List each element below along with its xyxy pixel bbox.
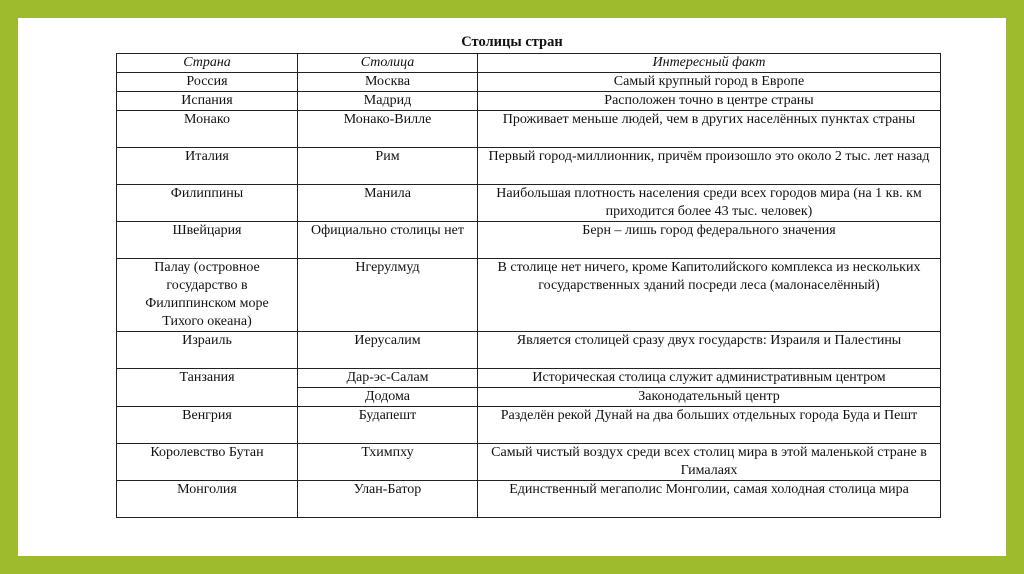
- cell-country: Израиль: [117, 332, 298, 369]
- cell-country: Танзания: [117, 369, 298, 407]
- cell-fact: Берн – лишь город федерального значения: [478, 222, 941, 259]
- cell-capital: Улан-Батор: [298, 481, 478, 518]
- cell-capital: Манила: [298, 185, 478, 222]
- cell-country: Монако: [117, 111, 298, 148]
- table-row: [117, 185, 941, 222]
- cell-country: Швейцария: [117, 222, 298, 259]
- cell-fact: Проживает меньше людей, чем в других населённых пунктах страны: [478, 111, 941, 148]
- table-row: [117, 92, 941, 111]
- cell-fact: Расположен точно в центре страны: [478, 92, 941, 111]
- table-row: [117, 332, 941, 369]
- table-row: [117, 369, 941, 388]
- cell-fact: Первый город-миллионник, причём произошло это около 2 тыс. лет назад: [478, 148, 941, 185]
- header-fact: Интересный факт: [478, 54, 941, 73]
- table-row: [117, 444, 941, 481]
- table-row: [117, 259, 941, 332]
- table-row: [117, 407, 941, 444]
- cell-capital: Тхимпху: [298, 444, 478, 481]
- cell-fact: Историческая столица служит административным центром: [478, 369, 941, 388]
- cell-country: Королевство Бутан: [117, 444, 298, 481]
- cell-capital: Иерусалим: [298, 332, 478, 369]
- cell-country: Испания: [117, 92, 298, 111]
- capitals-table: [116, 53, 941, 518]
- table-row: [117, 148, 941, 185]
- cell-capital: Москва: [298, 73, 478, 92]
- header-capital: Столица: [298, 54, 478, 73]
- cell-fact: Законодательный центр: [478, 388, 941, 407]
- cell-capital: Монако-Вилле: [298, 111, 478, 148]
- cell-capital: Нгерулмуд: [298, 259, 478, 332]
- table-title: Столицы стран: [461, 34, 563, 50]
- cell-capital: Додома: [298, 388, 478, 407]
- cell-fact: Является столицей сразу двух государств: Израиля и Палестины: [478, 332, 941, 369]
- cell-fact: Единственный мегаполис Монголии, самая холодная столица мира: [478, 481, 941, 518]
- table-row: [117, 481, 941, 518]
- cell-country: Россия: [117, 73, 298, 92]
- table-row: [117, 222, 941, 259]
- cell-capital: Дар-эс-Салам: [298, 369, 478, 388]
- header-row: [117, 54, 941, 73]
- cell-capital: Официально столицы нет: [298, 222, 478, 259]
- cell-fact: В столице нет ничего, кроме Капитолийского комплекса из нескольких государственных зданий посреди леса (малонаселённый): [478, 259, 941, 332]
- table-row: [117, 111, 941, 148]
- cell-capital: Будапешт: [298, 407, 478, 444]
- cell-country: Палау (островное государство в Филиппинском море Тихого океана): [117, 259, 298, 332]
- cell-country: Монголия: [117, 481, 298, 518]
- cell-fact: Разделён рекой Дунай на два больших отдельных города Буда и Пешт: [478, 407, 941, 444]
- cell-fact: Наибольшая плотность населения среди всех городов мира (на 1 кв. км приходится более 43 тыс. человек): [478, 185, 941, 222]
- slide: [18, 18, 1006, 556]
- cell-country: Филиппины: [117, 185, 298, 222]
- cell-capital: Мадрид: [298, 92, 478, 111]
- table-row: [117, 73, 941, 92]
- cell-fact: Самый чистый воздух среди всех столиц мира в этой маленькой стране в Гималаях: [478, 444, 941, 481]
- header-country: Страна: [117, 54, 298, 73]
- cell-fact: Самый крупный город в Европе: [478, 73, 941, 92]
- cell-capital: Рим: [298, 148, 478, 185]
- cell-country: Италия: [117, 148, 298, 185]
- cell-country: Венгрия: [117, 407, 298, 444]
